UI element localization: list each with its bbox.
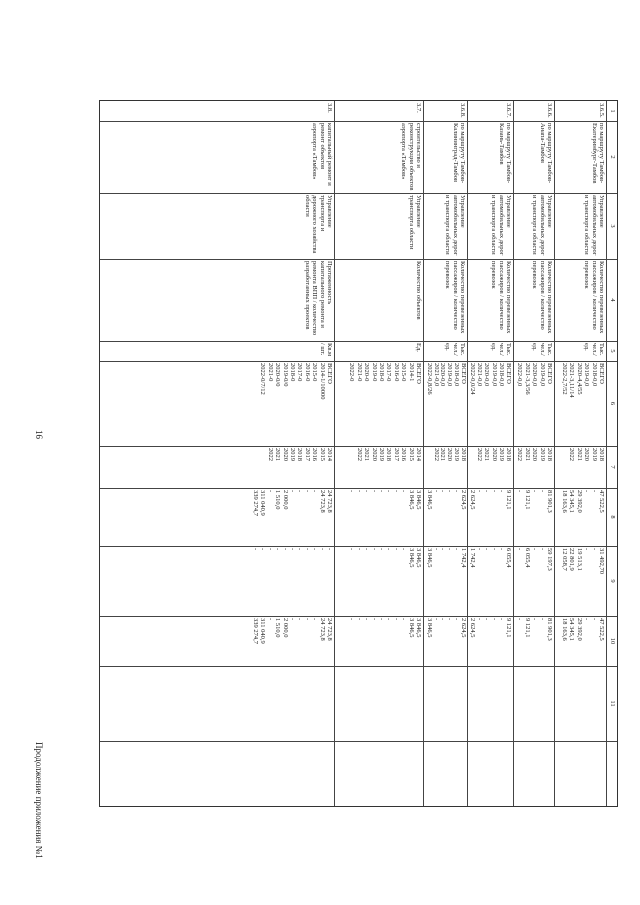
row-indicator: Количество перевезенных пассажиров / количество перевозок xyxy=(490,261,512,334)
cell-c7: - xyxy=(355,490,363,493)
column-header: 5 xyxy=(609,349,616,353)
cell-y2: 2018 xyxy=(296,448,304,461)
cell-c8: - xyxy=(348,548,356,551)
cell-c8: - xyxy=(259,548,267,551)
cell-c8: 3 846,5 xyxy=(415,548,422,568)
cell-c9: - xyxy=(355,618,363,621)
cell-y2: 2018 xyxy=(598,448,605,461)
row-divider xyxy=(513,101,514,806)
cell-c8: - xyxy=(303,548,311,551)
cell-y2: 2018 xyxy=(505,448,512,461)
cell-c9: - xyxy=(378,618,385,621)
cell-y2: 2018 xyxy=(460,448,467,461)
cell-c8: - xyxy=(296,548,304,551)
cell-years: 2020-0/0 xyxy=(274,363,282,387)
column-header: 3 xyxy=(609,224,616,228)
row-unit: Тыс. чел./ед. xyxy=(444,343,466,356)
cell-years: 2018-0 xyxy=(289,363,296,382)
cell-years: 2020-0,0 xyxy=(483,363,491,387)
cell-years: 2022-2,7/52 xyxy=(561,363,568,395)
cell-c8: - xyxy=(476,548,484,551)
row-unit: Кв.м / шт. xyxy=(318,343,333,357)
column-divider xyxy=(100,121,617,122)
cell-years: 2021-0,0 xyxy=(476,363,484,387)
cell-years: 2019-0,0 xyxy=(446,363,454,387)
column-header: 7 xyxy=(609,465,616,469)
cell-years: 2014-1 xyxy=(407,363,415,382)
cell-c8: - xyxy=(266,548,274,551)
cell-c7: - xyxy=(476,490,484,493)
cell-years: 2017-0 xyxy=(385,363,393,382)
row-name: капитальный ремонт и ремонт объектов аэропорта «Тамбов» xyxy=(311,123,333,186)
cell-years: 2022-0,0/24 xyxy=(469,363,477,395)
cell-years: 2018-0,0 xyxy=(590,363,598,387)
cell-years: ВСЕГО xyxy=(415,363,422,384)
cell-c9: 18 163,6 xyxy=(561,618,568,641)
cell-c7: - xyxy=(516,490,524,493)
row-unit: Тыс. чел./ед. xyxy=(531,343,553,356)
cell-years: 2021-0,0 xyxy=(432,363,440,387)
cell-years: ВСЕГО xyxy=(460,363,467,384)
cell-c7: - xyxy=(311,490,319,493)
cell-y2: 2021 xyxy=(523,448,531,461)
cell-c7: - xyxy=(538,490,546,493)
cell-c9: 3 846,5 xyxy=(425,618,433,638)
cell-years: 2022-0/7/12 xyxy=(259,363,267,395)
column-divider xyxy=(100,666,617,667)
row-unit: Тыс. чел./ед. xyxy=(490,343,512,356)
cell-c8: 6 055,4 xyxy=(523,548,531,568)
cell-years: 2019-0/0 xyxy=(281,363,289,387)
cell-years: 2017-0 xyxy=(296,363,304,382)
cell-years: 2018-0 xyxy=(378,363,385,382)
cell-years: 2018-0,0 xyxy=(453,363,461,387)
cell-y2: 2020 xyxy=(531,448,539,461)
cell-y2: 2021 xyxy=(483,448,491,461)
row-name: строительство и реконструкция объектов аэропорта «Тамбов» xyxy=(400,123,422,191)
cell-years: 2016-0 xyxy=(303,363,311,382)
cell-y2: 2020 xyxy=(490,448,498,461)
cell-c7: - xyxy=(453,490,461,493)
cell-c8: - xyxy=(326,548,333,551)
cell-y2: 2022 xyxy=(355,448,363,461)
row-indicator: Количество объектов xyxy=(415,261,422,320)
cell-c7: 54 345,1 xyxy=(568,490,576,513)
cell-c9: - xyxy=(303,618,311,621)
column-divider xyxy=(100,446,617,447)
cell-years: ВСЕГО xyxy=(505,363,512,384)
column-divider xyxy=(100,341,617,342)
cell-years: 2014-1/10000 xyxy=(318,363,326,400)
row-num: 3.6.8. xyxy=(459,103,466,118)
cell-c8: - xyxy=(490,548,498,551)
row-name: по маршруту Тамбов-Екатеринбург-Тамбов xyxy=(590,123,605,184)
cell-years: 2015-0 xyxy=(311,363,319,382)
cell-y2: 2014 xyxy=(415,448,422,461)
cell-c8: - xyxy=(400,548,408,551)
row-name: по маршруту Тамбов-Калининград-Тамбов xyxy=(451,123,466,184)
cell-years: 2020-0,0 xyxy=(439,363,447,387)
cell-y2: 2019 xyxy=(378,448,385,461)
row-num: 3.6.5. xyxy=(598,103,605,118)
cell-c8: 1 742,4 xyxy=(469,548,477,568)
cell-c9: 29 392,0 xyxy=(575,618,583,641)
cell-c9: - xyxy=(348,618,356,621)
cell-c7: 18 163,6 xyxy=(561,490,568,513)
row-indicator: Количество перевезенных пассажиров / количество перевозок xyxy=(444,261,466,334)
cell-years: 2015-0 xyxy=(400,363,408,382)
cell-c7: - xyxy=(266,490,274,493)
cell-c7: - xyxy=(348,490,356,493)
cell-y2: 2014 xyxy=(326,448,333,461)
row-divider xyxy=(423,101,424,806)
column-header: 2 xyxy=(609,155,616,159)
cell-c8: - xyxy=(355,548,363,551)
row-executor: Управление автомобильных дорог и транспорта области xyxy=(583,195,605,256)
cell-c7: 311 040,9 xyxy=(259,490,267,516)
cell-c8: - xyxy=(590,548,598,551)
row-divider xyxy=(334,101,335,806)
cell-years: 2021-3,11/14 xyxy=(568,363,576,398)
cell-c7: - xyxy=(446,490,454,493)
column-divider xyxy=(100,488,617,489)
cell-c9: - xyxy=(439,618,447,621)
cell-c8: - xyxy=(385,548,393,551)
column-header: 4 xyxy=(609,298,616,302)
column-header: 8 xyxy=(609,515,616,519)
cell-c9: - xyxy=(400,618,408,621)
cell-y2: 2018 xyxy=(546,448,553,461)
cell-y2: 2021 xyxy=(575,448,583,461)
cell-years: ВСЕГО xyxy=(326,363,333,384)
cell-c9: 3 846,5 xyxy=(407,618,415,638)
cell-c9: 24 723,8 xyxy=(326,618,333,641)
cell-c9: 2 624,5 xyxy=(460,618,467,638)
cell-y2: 2019 xyxy=(453,448,461,461)
cell-y2: 2016 xyxy=(400,448,408,461)
cell-c8: - xyxy=(378,548,385,551)
cell-c8: - xyxy=(446,548,454,551)
cell-c8: 19 513,1 xyxy=(575,548,583,571)
cell-c8: 59 197,3 xyxy=(546,548,553,571)
cell-years: 2019-0 xyxy=(370,363,378,382)
cell-c9: - xyxy=(296,618,304,621)
cell-c7: - xyxy=(531,490,539,493)
cell-c9: 2 624,5 xyxy=(469,618,477,638)
cell-c7: 9 121,1 xyxy=(505,490,512,510)
cell-c7: 24 723,8 xyxy=(318,490,326,513)
cell-c8: - xyxy=(363,548,371,551)
cell-y2: 2022 xyxy=(516,448,524,461)
cell-c8: 1 742,4 xyxy=(460,548,467,568)
cell-c9: 311 040,9 xyxy=(259,618,267,644)
page-number: 16 xyxy=(34,430,44,439)
cell-years: 2022-0,8/26 xyxy=(425,363,433,395)
cell-c9: 339 274,7 xyxy=(252,618,259,644)
cell-c9: - xyxy=(453,618,461,621)
cell-y2: 2019 xyxy=(497,448,505,461)
continuation-label: Продолжение приложения №1 xyxy=(34,742,44,859)
cell-c8: - xyxy=(538,548,546,551)
cell-c9: 1 510,0 xyxy=(274,618,282,638)
cell-c8: - xyxy=(289,548,296,551)
cell-y2: 2022 xyxy=(432,448,440,461)
cell-c9: - xyxy=(446,618,454,621)
cell-c9: - xyxy=(516,618,524,621)
cell-c7: 81 901,3 xyxy=(546,490,553,513)
cell-y2: 2021 xyxy=(274,448,282,461)
cell-c7: - xyxy=(590,490,598,493)
column-divider xyxy=(100,741,617,742)
cell-years: 2021-0 xyxy=(355,363,363,382)
cell-c7: 3 846,5 xyxy=(425,490,433,510)
cell-years: 2022-0 xyxy=(348,363,356,382)
cell-c8: 22 801,9 xyxy=(568,548,576,571)
cell-c7: - xyxy=(497,490,505,493)
cell-c9: - xyxy=(432,618,440,621)
column-header: 11 xyxy=(609,700,616,707)
cell-c9: 9 121,1 xyxy=(505,618,512,638)
column-header: 9 xyxy=(609,579,616,583)
cell-c7: 24 723,8 xyxy=(326,490,333,513)
cell-c9: 3 846,5 xyxy=(415,618,422,638)
cell-c7: 1 510,0 xyxy=(274,490,282,510)
cell-y2: 2022 xyxy=(266,448,274,461)
cell-years: 2016-0 xyxy=(392,363,400,382)
cell-c9: - xyxy=(483,618,491,621)
cell-c9: - xyxy=(497,618,505,621)
column-header: 10 xyxy=(609,637,616,645)
cell-y2: 2015 xyxy=(407,448,415,461)
cell-y2: 2022 xyxy=(568,448,576,461)
cell-c7: - xyxy=(303,490,311,493)
cell-c8: - xyxy=(311,548,319,551)
row-executor: Управление автомобильных дорог и транспорта области xyxy=(531,195,553,256)
cell-c9: 24 723,8 xyxy=(318,618,326,641)
column-divider xyxy=(100,616,617,617)
cell-y2: 2019 xyxy=(538,448,546,461)
cell-c7: 9 121,1 xyxy=(523,490,531,510)
cell-c7: - xyxy=(289,490,296,493)
cell-c9: 9 121,1 xyxy=(523,618,531,638)
cell-y2: 2020 xyxy=(281,448,289,461)
cell-c8: - xyxy=(392,548,400,551)
cell-c8: - xyxy=(516,548,524,551)
column-header: 6 xyxy=(609,401,616,406)
cell-c7: 3 846,5 xyxy=(415,490,422,510)
header-divider xyxy=(606,101,607,806)
row-name: по маршруту Тамбов-Анапа-Тамбов xyxy=(538,123,553,184)
cell-c9: 47 522,5 xyxy=(598,618,605,641)
cell-c7: - xyxy=(583,490,591,493)
cell-c7: 2 000,0 xyxy=(281,490,289,510)
cell-c8: - xyxy=(274,548,282,551)
cell-c9: - xyxy=(289,618,296,621)
column-divider xyxy=(100,546,617,547)
cell-years: 2019-0,0 xyxy=(538,363,546,387)
cell-c8: - xyxy=(531,548,539,551)
cell-c8: - xyxy=(281,548,289,551)
cell-years: 2018-0,0 xyxy=(497,363,505,387)
cell-years: 2021-0 xyxy=(266,363,274,382)
cell-y2: 2019 xyxy=(289,448,296,461)
row-unit: Тыс. чел./ед. xyxy=(583,343,605,356)
cell-c8: - xyxy=(432,548,440,551)
column-divider xyxy=(100,193,617,194)
row-unit: Ед. xyxy=(415,343,422,352)
cell-c7: - xyxy=(385,490,393,493)
cell-c8: - xyxy=(583,548,591,551)
cell-c7: 339 274,7 xyxy=(252,490,259,516)
cell-years: ВСЕГО xyxy=(546,363,553,384)
cell-c8: 6 055,4 xyxy=(505,548,512,568)
cell-c7: - xyxy=(378,490,385,493)
cell-c9: - xyxy=(266,618,274,621)
cell-c7: - xyxy=(439,490,447,493)
row-num: 3.6.6. xyxy=(546,103,553,118)
cell-c8: 3 846,5 xyxy=(425,548,433,568)
cell-c9: - xyxy=(531,618,539,621)
cell-c9: - xyxy=(311,618,319,621)
cell-c7: - xyxy=(392,490,400,493)
cell-c8: - xyxy=(370,548,378,551)
cell-y2: 2020 xyxy=(370,448,378,461)
cell-c8: - xyxy=(497,548,505,551)
cell-y2: 2020 xyxy=(583,448,591,461)
cell-c9: - xyxy=(590,618,598,621)
row-executor: Управление транспорта области xyxy=(407,195,422,250)
cell-c9: - xyxy=(392,618,400,621)
cell-y2: 2017 xyxy=(392,448,400,461)
column-divider xyxy=(100,259,617,260)
cell-c7: - xyxy=(490,490,498,493)
cell-c8: 3 846,5 xyxy=(407,548,415,568)
cell-y2: 2018 xyxy=(385,448,393,461)
cell-years: ВСЕГО xyxy=(598,363,605,384)
row-divider xyxy=(467,101,468,806)
row-num: 3.8. xyxy=(326,103,333,113)
cell-c9: - xyxy=(490,618,498,621)
row-executor: Управление транспорта и дорожного хозяйства области xyxy=(303,195,333,254)
cell-years: 2019-0,0 xyxy=(583,363,591,387)
row-num: 3.6.7. xyxy=(505,103,512,118)
cell-y2: 2016 xyxy=(311,448,319,461)
cell-years: 2019-0,0 xyxy=(490,363,498,387)
cell-c7: 2 624,5 xyxy=(460,490,467,510)
cell-c7: - xyxy=(296,490,304,493)
cell-years: 2020-0 xyxy=(363,363,371,382)
cell-c9: 81 901,3 xyxy=(546,618,553,641)
row-num: 3.7. xyxy=(415,103,422,113)
cell-c8: - xyxy=(318,548,326,551)
cell-c9: - xyxy=(538,618,546,621)
cell-c8: 12 058,7 xyxy=(561,548,568,571)
cell-c9: - xyxy=(370,618,378,621)
row-name: по маршруту Тамбов-Казань-Тамбов xyxy=(497,123,512,184)
column-divider xyxy=(100,361,617,362)
column-header: 1 xyxy=(609,109,616,113)
cell-c8: - xyxy=(252,548,259,551)
cell-y2: 2015 xyxy=(318,448,326,461)
cell-c8: - xyxy=(439,548,447,551)
cell-c7: 29 392,0 xyxy=(575,490,583,513)
cell-c9: - xyxy=(385,618,393,621)
cell-y2: 2020 xyxy=(446,448,454,461)
row-indicator: Количество перевезенных пассажиров / количество перевозок xyxy=(531,261,553,334)
cell-c9: - xyxy=(363,618,371,621)
cell-years: 2021-3,3/56 xyxy=(523,363,531,395)
cell-c7: - xyxy=(370,490,378,493)
cell-c8: - xyxy=(453,548,461,551)
row-executor: Управление автомобильных дорог и транспорта области xyxy=(444,195,466,256)
cell-y2: 2021 xyxy=(439,448,447,461)
row-divider xyxy=(554,101,555,806)
cell-c7: - xyxy=(363,490,371,493)
cell-c8: - xyxy=(483,548,491,551)
row-indicator: Протяженность капитального ремонта и ремонта ВПП / количество разработанных проектов xyxy=(303,261,333,336)
row-executor: Управление автомобильных дорог и транспорта области xyxy=(490,195,512,256)
data-table xyxy=(99,100,618,807)
cell-c7: 47 522,5 xyxy=(598,490,605,513)
cell-c7: 3 846,5 xyxy=(407,490,415,510)
cell-c7: - xyxy=(432,490,440,493)
cell-y2: 2019 xyxy=(590,448,598,461)
cell-years: 2020-4,4/55 xyxy=(575,363,583,395)
cell-c7: - xyxy=(483,490,491,493)
cell-c7: 2 624,5 xyxy=(469,490,477,510)
cell-y2: 2021 xyxy=(363,448,371,461)
cell-years: 2020-0,0 xyxy=(531,363,539,387)
cell-c7: - xyxy=(400,490,408,493)
cell-y2: 2022 xyxy=(476,448,484,461)
cell-c9: - xyxy=(583,618,591,621)
cell-c8: 31 492,70 xyxy=(598,548,605,574)
cell-c9: 54 345,1 xyxy=(568,618,576,641)
cell-c9: 2 000,0 xyxy=(281,618,289,638)
cell-c9: - xyxy=(476,618,484,621)
row-indicator: Количество перевезенных пассажиров / количество перевозок xyxy=(583,261,605,334)
cell-years: 2022-0,0 xyxy=(516,363,524,387)
cell-y2: 2017 xyxy=(303,448,311,461)
